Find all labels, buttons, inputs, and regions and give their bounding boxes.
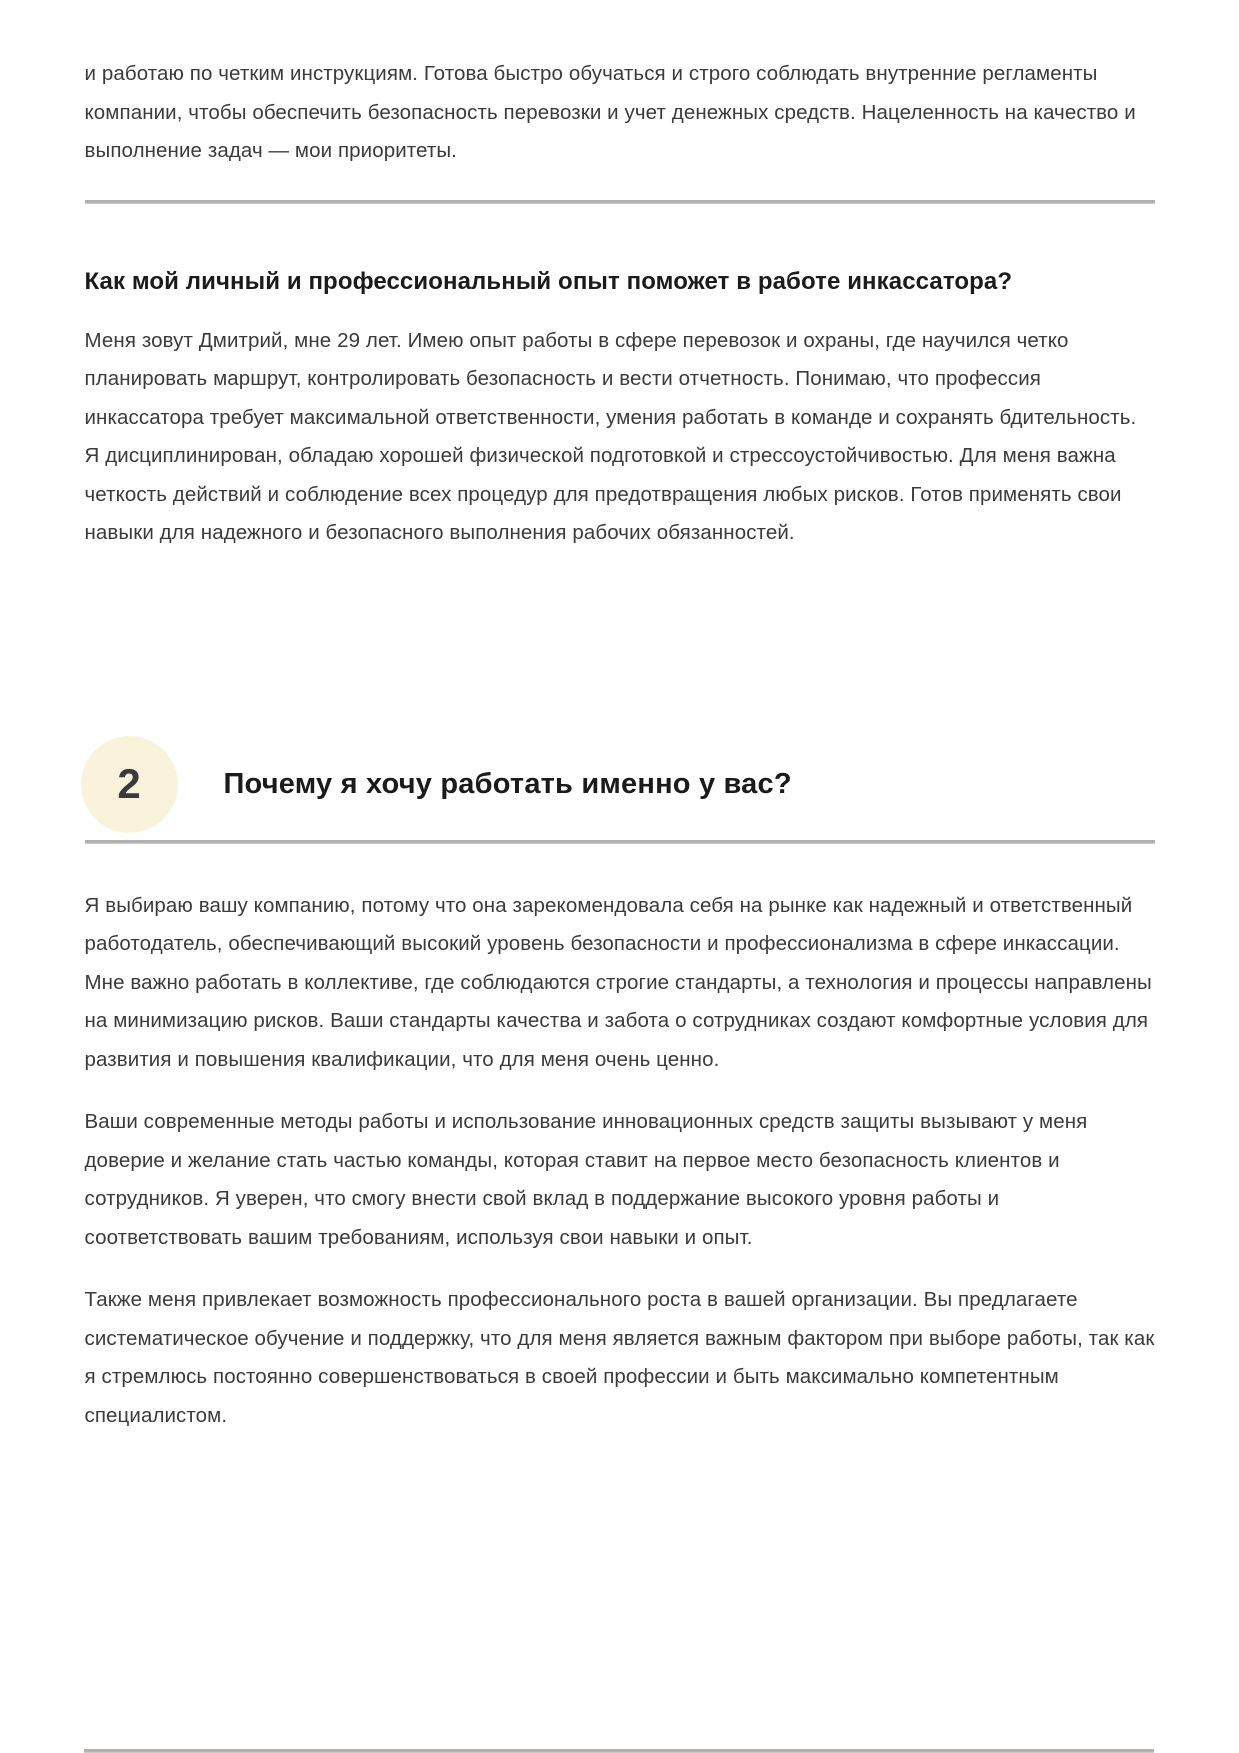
section-number-badge: 2 (81, 736, 178, 833)
question-heading: Как мой личный и профессиональный опыт поможет в работе инкассатора? (84, 267, 1013, 295)
section-paragraph: Ваши современные методы работы и использование инновационных средств защиты вызывают у меня доверие и желание стать частью команды, которая ставит на первое место безопасность клиентов и сотрудников. Я уверен, что смогу внести свой вклад в поддержание высокого уровня работы и соответствовать вашим требованиям, используя свои навыки и опыт. (84, 1110, 1088, 1249)
section-paragraph: Также меня привлекает возможность профессионального роста в вашей организации. Вы предлагаете систематическое обучение и поддержку, что для меня является важным фактором при выборе работы, так как я стремлюсь постоянно совершенствоваться в своей профессии и быть максимально компетентным специалистом. (84, 1288, 1155, 1427)
section-title: Почему я хочу работать именно у вас? (223, 768, 792, 800)
section-title-divider (85, 840, 1155, 844)
question-answer-paragraph: Меня зовут Дмитрий, мне 29 лет. Имею опыт работы в сфере перевозок и охраны, где научился четко планировать маршрут, контролировать безопасность и вести отчетность. Понимаю, что профессия инкассатора требует максимальной ответственности, умения работать в команде и сохранять бдительность. Я дисциплинирован, обладаю хорошей физической подготовкой и стрессоустойчивостью. Для меня важна четкость действий и соблюдение всех процедур для предотвращения любых рисков. Готов применять свои навыки для надежного и безопасного выполнения рабочих обязанностей. (84, 328, 1137, 544)
intro-paragraph: и работаю по четким инструкциям. Готова быстро обучаться и строго соблюдать внутренние регламенты компании, чтобы обеспечить безопасность перевозки и учет денежных средств. Нацеленность на качество и выполнение задач — мои приоритеты. (84, 62, 1136, 162)
section-paragraph: Я выбираю вашу компанию, потому что она зарекомендовала себя на рынке как надежный и ответственный работодатель, обеспечивающий высокий уровень безопасности и профессионализма в сфере инкассации. Мне важно работать в коллективе, где соблюдаются строгие стандарты, а технология и процессы направлены на минимизацию рисков. Ваши стандарты качества и забота о сотрудниках создают комфортные условия для развития и повышения квалификации, что для меня очень ценно. (84, 893, 1152, 1071)
section-divider (85, 200, 1155, 204)
article-content (85, 0, 1155, 1435)
section-header (85, 736, 1155, 833)
bottom-page-divider (84, 1749, 1154, 1753)
